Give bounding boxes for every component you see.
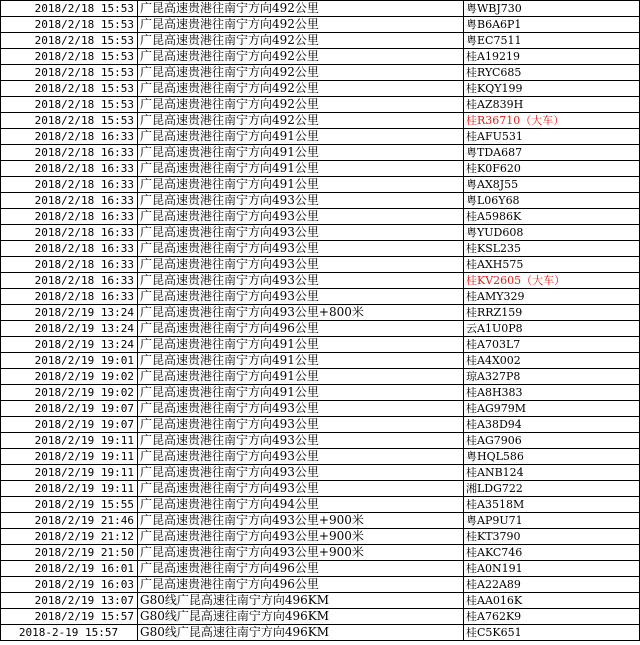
time-cell: 2018/2/18 15:53	[1, 65, 138, 81]
time-cell: 2018/2/19 15:57	[1, 609, 138, 625]
table-row	[1, 385, 640, 401]
time-cell: 2018/2/19 19:07	[1, 401, 138, 417]
plate-cell: 桂ANB124	[464, 465, 640, 481]
location-cell: 广昆高速贵港往南宁方向491公里	[138, 353, 464, 369]
location-cell: 广昆高速贵港往南宁方向493公里	[138, 433, 464, 449]
location-cell: G80线广昆高速往南宁方向496KM	[138, 593, 464, 609]
location-cell: 广昆高速贵港往南宁方向491公里	[138, 337, 464, 353]
time-cell: 2018/2/19 13:24	[1, 305, 138, 321]
time-cell: 2018/2/18 15:53	[1, 17, 138, 33]
table-row	[1, 209, 640, 225]
table-row	[1, 497, 640, 513]
time-cell: 2018/2/19 19:02	[1, 369, 138, 385]
table-row	[1, 401, 640, 417]
table-row	[1, 529, 640, 545]
plate-cell: 桂A703L7	[464, 337, 640, 353]
location-cell: G80线广昆高速往南宁方向496KM	[138, 609, 464, 625]
location-cell: 广昆高速贵港往南宁方向493公里	[138, 401, 464, 417]
time-cell: 2018/2/19 19:11	[1, 433, 138, 449]
location-cell: 广昆高速贵港往南宁方向496公里	[138, 321, 464, 337]
table-row	[1, 33, 640, 49]
table-row	[1, 337, 640, 353]
plate-cell: 桂AZ839H	[464, 97, 640, 113]
time-cell: 2018/2/18 15:53	[1, 81, 138, 97]
time-cell: 2018/2/19 21:46	[1, 513, 138, 529]
time-cell: 2018/2/18 15:53	[1, 33, 138, 49]
location-cell: 广昆高速贵港往南宁方向493公里+900米	[138, 529, 464, 545]
table-row	[1, 129, 640, 145]
plate-cell: 桂C5K651	[464, 625, 640, 641]
plate-cell: 桂R36710（大车）	[464, 113, 640, 129]
plate-cell: 桂K0F620	[464, 161, 640, 177]
time-cell: 2018/2/18 16:33	[1, 161, 138, 177]
plate-cell: 桂A0N191	[464, 561, 640, 577]
plate-cell: 粤WBJ730	[464, 1, 640, 17]
location-cell: 广昆高速贵港往南宁方向493公里	[138, 481, 464, 497]
plate-cell: 桂KSL235	[464, 241, 640, 257]
table-row	[1, 113, 640, 129]
location-cell: 广昆高速贵港往南宁方向493公里	[138, 273, 464, 289]
location-cell: 广昆高速贵港往南宁方向491公里	[138, 177, 464, 193]
plate-cell: 桂A762K9	[464, 609, 640, 625]
table-row	[1, 609, 640, 625]
time-cell: 2018/2/18 16:33	[1, 145, 138, 161]
table-row	[1, 353, 640, 369]
location-cell: 广昆高速贵港往南宁方向492公里	[138, 97, 464, 113]
table-row	[1, 49, 640, 65]
time-cell: 2018/2/19 13:24	[1, 337, 138, 353]
time-cell: 2018/2/19 19:07	[1, 417, 138, 433]
time-cell: 2018/2/19 16:03	[1, 577, 138, 593]
plate-cell: 粤L06Y68	[464, 193, 640, 209]
table-row	[1, 625, 640, 641]
time-cell: 2018/2/19 16:01	[1, 561, 138, 577]
table-row	[1, 65, 640, 81]
plate-cell: 桂A5986K	[464, 209, 640, 225]
location-cell: 广昆高速贵港往南宁方向494公里	[138, 497, 464, 513]
time-cell: 2018/2/18 15:53	[1, 97, 138, 113]
location-cell: 广昆高速贵港往南宁方向496公里	[138, 577, 464, 593]
location-cell: 广昆高速贵港往南宁方向493公里+900米	[138, 513, 464, 529]
plate-cell: 湘LDG722	[464, 481, 640, 497]
location-cell: 广昆高速贵港往南宁方向492公里	[138, 17, 464, 33]
plate-cell: 桂A3518M	[464, 497, 640, 513]
plate-cell: 桂A38D94	[464, 417, 640, 433]
location-cell: G80线广昆高速往南宁方向496KM	[138, 625, 464, 641]
plate-cell: 云A1U0P8	[464, 321, 640, 337]
location-cell: 广昆高速贵港往南宁方向491公里	[138, 145, 464, 161]
plate-cell: 桂A4X002	[464, 353, 640, 369]
time-cell: 2018/2/19 19:11	[1, 465, 138, 481]
time-cell: 2018/2/19 21:12	[1, 529, 138, 545]
location-cell: 广昆高速贵港往南宁方向493公里	[138, 209, 464, 225]
table-row	[1, 513, 640, 529]
location-cell: 广昆高速贵港往南宁方向493公里+900米	[138, 545, 464, 561]
table-row	[1, 449, 640, 465]
plate-cell: 桂A22A89	[464, 577, 640, 593]
time-cell: 2018/2/18 16:33	[1, 209, 138, 225]
table-row	[1, 577, 640, 593]
table-row	[1, 225, 640, 241]
location-cell: 广昆高速贵港往南宁方向493公里	[138, 465, 464, 481]
time-cell: 2018/2/19 19:11	[1, 481, 138, 497]
location-cell: 广昆高速贵港往南宁方向493公里	[138, 241, 464, 257]
plate-cell: 桂RRZ159	[464, 305, 640, 321]
time-cell: 2018/2/19 19:01	[1, 353, 138, 369]
time-cell: 2018/2/18 16:33	[1, 273, 138, 289]
location-cell: 广昆高速贵港往南宁方向492公里	[138, 81, 464, 97]
time-cell: 2018/2/18 16:33	[1, 225, 138, 241]
table-row	[1, 481, 640, 497]
table-row	[1, 305, 640, 321]
plate-cell: 桂KQY199	[464, 81, 640, 97]
plate-cell: 琼A327P8	[464, 369, 640, 385]
table-row	[1, 161, 640, 177]
plate-cell: 桂AFU531	[464, 129, 640, 145]
location-cell: 广昆高速贵港往南宁方向491公里	[138, 369, 464, 385]
time-cell: 2018/2/18 15:53	[1, 49, 138, 65]
location-cell: 广昆高速贵港往南宁方向493公里	[138, 289, 464, 305]
time-cell: 2018/2/18 15:53	[1, 113, 138, 129]
table-row	[1, 417, 640, 433]
location-cell: 广昆高速贵港往南宁方向492公里	[138, 1, 464, 17]
table-row	[1, 193, 640, 209]
table-row	[1, 241, 640, 257]
plate-cell: 桂AA016K	[464, 593, 640, 609]
location-cell: 广昆高速贵港往南宁方向496公里	[138, 561, 464, 577]
time-cell: 2018/2/19 21:50	[1, 545, 138, 561]
time-cell: 2018/2/19 13:07	[1, 593, 138, 609]
plate-cell: 粤HQL586	[464, 449, 640, 465]
table-row	[1, 465, 640, 481]
location-cell: 广昆高速贵港往南宁方向492公里	[138, 113, 464, 129]
plate-cell: 粤AP9U71	[464, 513, 640, 529]
table-row	[1, 321, 640, 337]
plate-cell: 粤TDA687	[464, 145, 640, 161]
time-cell: 2018-2-19 15:57	[1, 625, 138, 641]
plate-cell: 粤B6A6P1	[464, 17, 640, 33]
location-cell: 广昆高速贵港往南宁方向492公里	[138, 49, 464, 65]
location-cell: 广昆高速贵港往南宁方向493公里	[138, 449, 464, 465]
location-cell: 广昆高速贵港往南宁方向491公里	[138, 385, 464, 401]
time-cell: 2018/2/18 15:53	[1, 1, 138, 17]
time-cell: 2018/2/19 13:24	[1, 321, 138, 337]
table-row	[1, 177, 640, 193]
time-cell: 2018/2/18 16:33	[1, 129, 138, 145]
location-cell: 广昆高速贵港往南宁方向493公里	[138, 417, 464, 433]
location-cell: 广昆高速贵港往南宁方向491公里	[138, 161, 464, 177]
table-row	[1, 97, 640, 113]
location-cell: 广昆高速贵港往南宁方向493公里+800米	[138, 305, 464, 321]
plate-cell: 粤AX8J55	[464, 177, 640, 193]
plate-cell: 桂AMY329	[464, 289, 640, 305]
plate-cell: 桂RYC685	[464, 65, 640, 81]
table-row	[1, 561, 640, 577]
plate-cell: 桂AXH575	[464, 257, 640, 273]
location-cell: 广昆高速贵港往南宁方向491公里	[138, 129, 464, 145]
table-body	[1, 1, 640, 641]
plate-cell: 桂AG979M	[464, 401, 640, 417]
table-row	[1, 81, 640, 97]
plate-cell: 粤YUD608	[464, 225, 640, 241]
plate-cell: 桂A8H383	[464, 385, 640, 401]
time-cell: 2018/2/19 19:11	[1, 449, 138, 465]
table-row	[1, 257, 640, 273]
time-cell: 2018/2/18 16:33	[1, 177, 138, 193]
location-cell: 广昆高速贵港往南宁方向493公里	[138, 225, 464, 241]
time-cell: 2018/2/18 16:33	[1, 241, 138, 257]
table-row	[1, 289, 640, 305]
table-row	[1, 433, 640, 449]
table-row	[1, 545, 640, 561]
table-row	[1, 593, 640, 609]
table-row	[1, 273, 640, 289]
location-cell: 广昆高速贵港往南宁方向493公里	[138, 193, 464, 209]
location-cell: 广昆高速贵港往南宁方向493公里	[138, 257, 464, 273]
time-cell: 2018/2/18 16:33	[1, 193, 138, 209]
time-cell: 2018/2/19 19:02	[1, 385, 138, 401]
plate-cell: 桂KT3790	[464, 529, 640, 545]
table-row	[1, 145, 640, 161]
time-cell: 2018/2/19 15:55	[1, 497, 138, 513]
plate-cell: 粤EC7511	[464, 33, 640, 49]
plate-cell: 桂AKC746	[464, 545, 640, 561]
time-cell: 2018/2/18 16:33	[1, 257, 138, 273]
plate-cell: 桂A19219	[464, 49, 640, 65]
time-cell: 2018/2/18 16:33	[1, 289, 138, 305]
location-cell: 广昆高速贵港往南宁方向492公里	[138, 33, 464, 49]
plate-cell: 桂AG7906	[464, 433, 640, 449]
table-row	[1, 369, 640, 385]
table-row	[1, 17, 640, 33]
plate-cell: 桂KV2605（大车）	[464, 273, 640, 289]
location-cell: 广昆高速贵港往南宁方向492公里	[138, 65, 464, 81]
table-row	[1, 1, 640, 17]
